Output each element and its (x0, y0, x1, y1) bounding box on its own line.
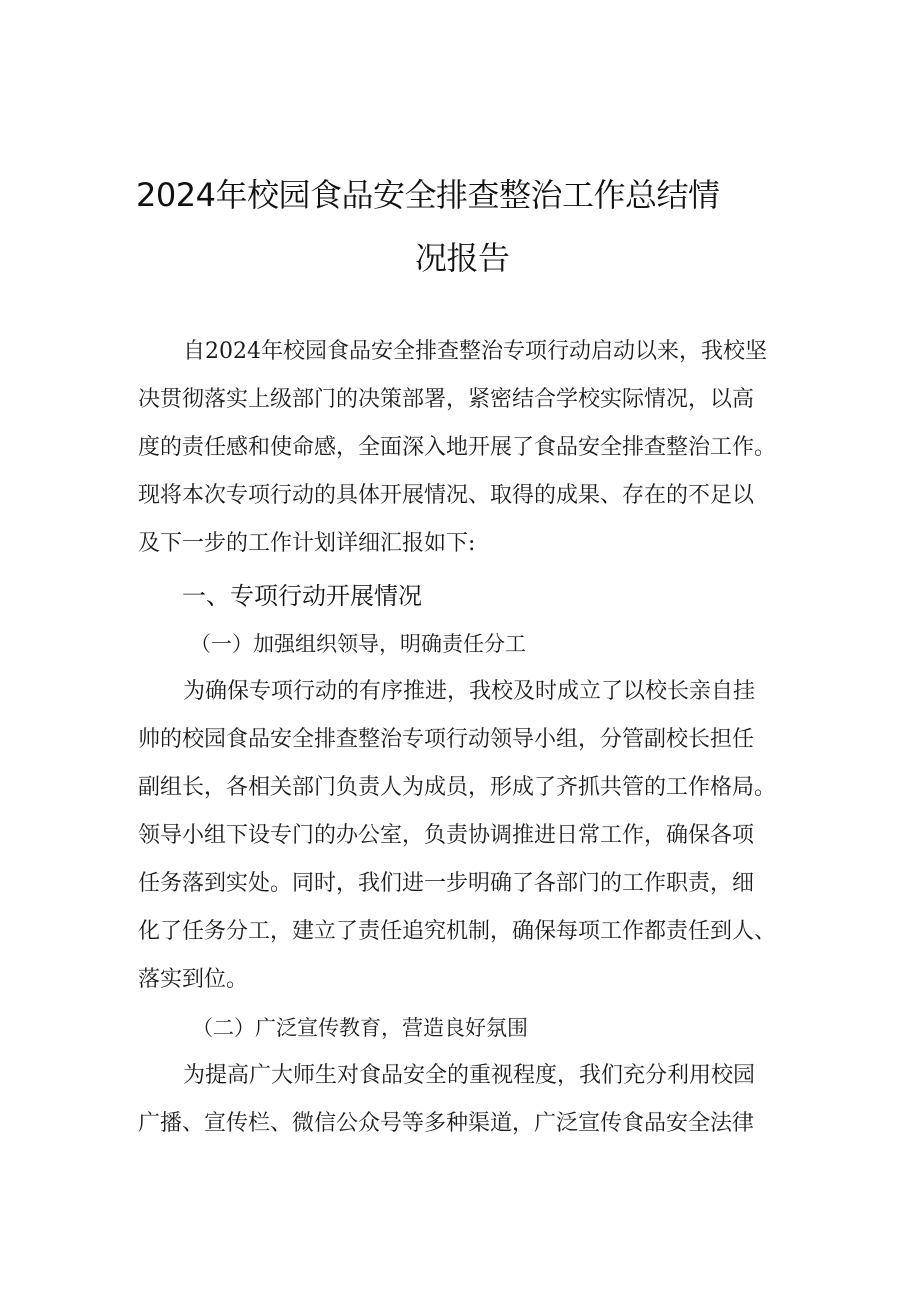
subsection-2-heading: （二）广泛宣传教育，营造良好氛围 (192, 1016, 528, 1040)
subsection-1-heading: （一）加强组织领导，明确责任分工 (190, 632, 526, 656)
intro-line-2: 决贯彻落实上级部门的决策部署，紧密结合学校实际情况，以高 (138, 387, 755, 412)
subsection-1-line-4: 领导小组下设专门的办公室，负责协调推进日常工作，确保各项 (138, 823, 755, 848)
document-title-line-1: 2024年校园食品安全排查整治工作总结情 (136, 176, 720, 214)
subsection-1-line-2: 帅的校园食品安全排查整治专项行动领导小组，分管副校长担任 (138, 727, 755, 752)
subsection-1-line-1: 为确保专项行动的有序推进，我校及时成立了以校长亲自挂 (183, 679, 756, 704)
subsection-1-line-6: 化了任务分工，建立了责任追究机制，确保每项工作都责任到人、 (138, 919, 777, 944)
document-title-line-2: 况报告 (415, 239, 510, 277)
subsection-1-line-5: 任务落到实处。同时，我们进一步明确了各部门的工作职责，细 (138, 871, 755, 896)
subsection-1-line-7: 落实到位。 (138, 967, 249, 992)
subsection-1-line-3: 副组长，各相关部门负责人为成员，形成了齐抓共管的工作格局。 (138, 775, 777, 800)
intro-line-1: 自2024年校园食品安全排查整治专项行动启动以来，我校坚 (183, 339, 767, 364)
section-1-heading: 一、专项行动开展情况 (182, 582, 422, 610)
subsection-2-line-2: 广播、宣传栏、微信公众号等多种渠道，广泛宣传食品安全法律 (138, 1111, 755, 1136)
intro-line-5: 及下一步的工作计划详细汇报如下: (138, 531, 476, 556)
subsection-2-line-1: 为提高广大师生对食品安全的重视程度，我们充分利用校园 (183, 1063, 756, 1088)
intro-line-4: 现将本次专项行动的具体开展情况、取得的成果、存在的不足以 (138, 483, 755, 508)
intro-line-3: 度的责任感和使命感，全面深入地开展了食品安全排查整治工作。 (138, 435, 777, 460)
